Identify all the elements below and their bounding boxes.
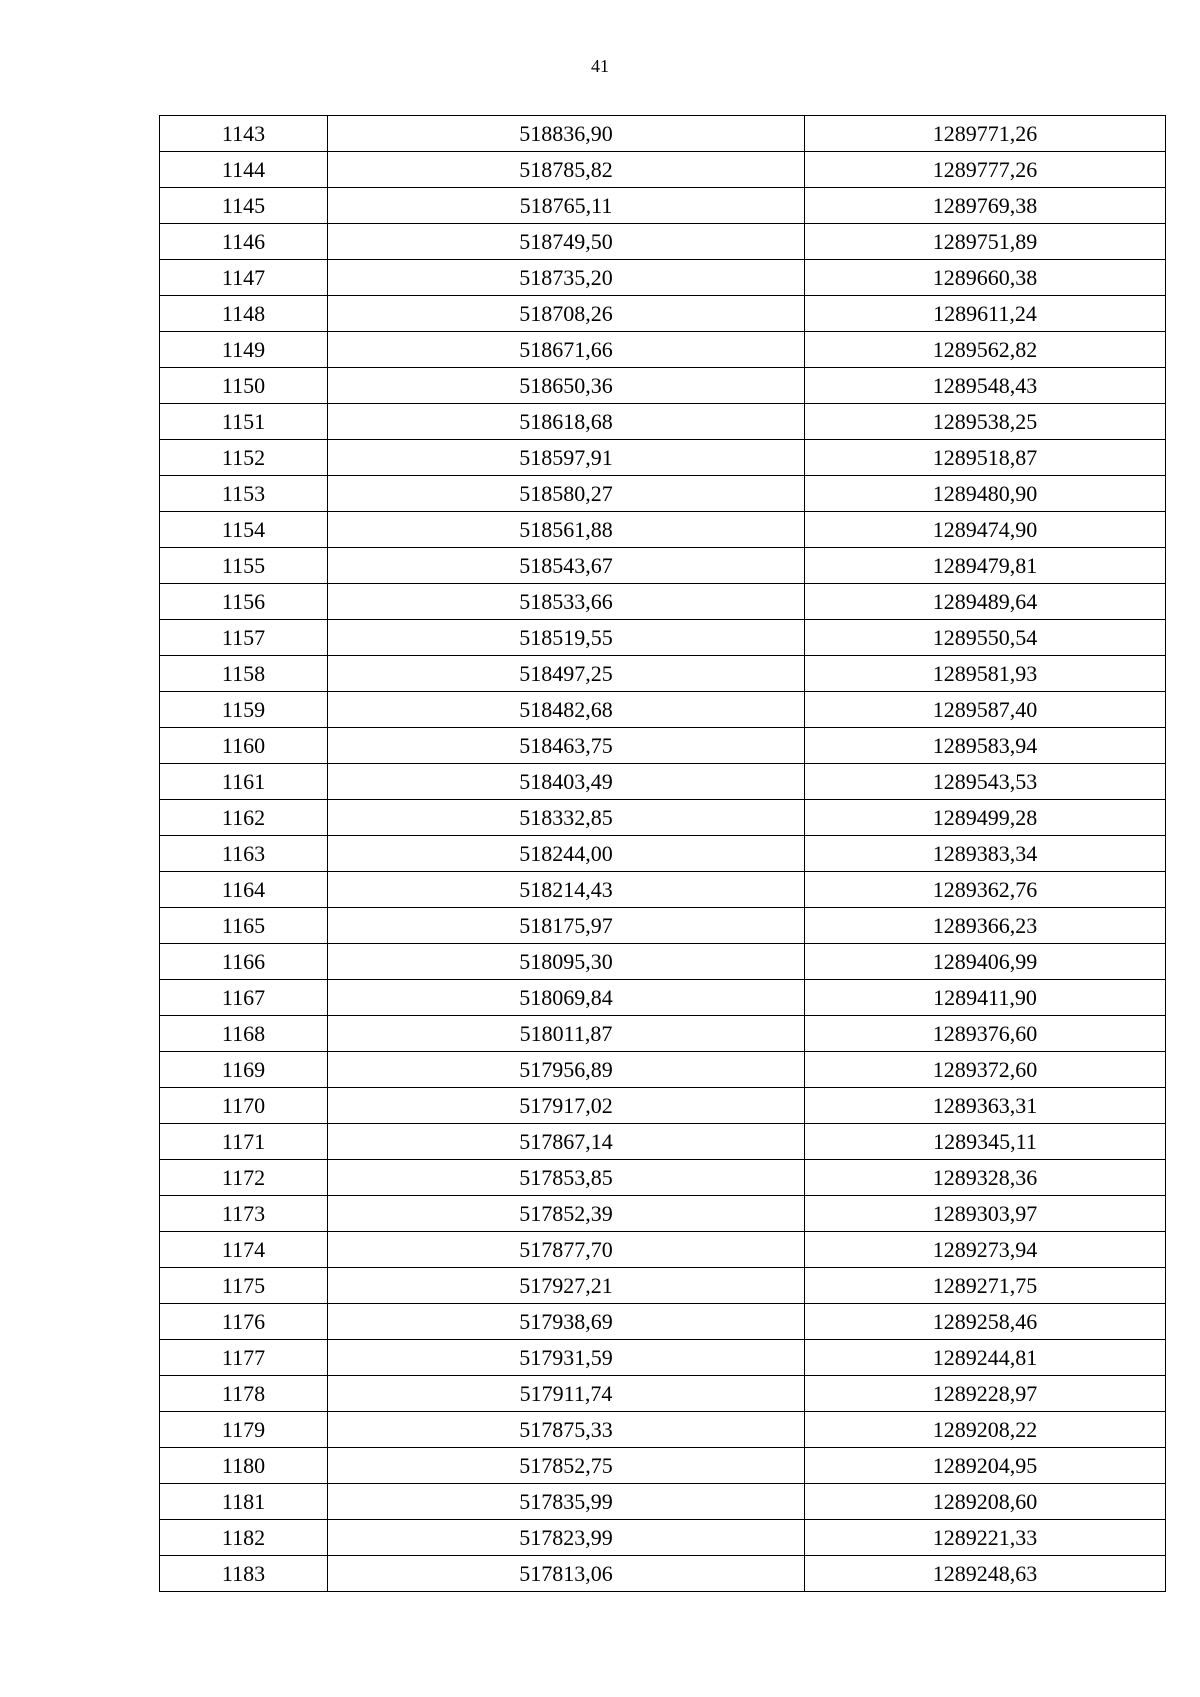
x-coordinate-cell: 518543,67 <box>328 548 805 584</box>
y-coordinate-cell: 1289771,26 <box>805 116 1166 152</box>
table-row <box>160 1520 1166 1556</box>
point-number-cell: 1162 <box>160 800 328 836</box>
point-number-cell: 1153 <box>160 476 328 512</box>
point-number-cell: 1152 <box>160 440 328 476</box>
y-coordinate-cell: 1289363,31 <box>805 1088 1166 1124</box>
table-row <box>160 368 1166 404</box>
x-coordinate-cell: 518735,20 <box>328 260 805 296</box>
x-coordinate-cell: 517875,33 <box>328 1412 805 1448</box>
table-row <box>160 512 1166 548</box>
table-row <box>160 836 1166 872</box>
table-row <box>160 116 1166 152</box>
y-coordinate-cell: 1289273,94 <box>805 1232 1166 1268</box>
y-coordinate-cell: 1289611,24 <box>805 296 1166 332</box>
table-row <box>160 440 1166 476</box>
x-coordinate-cell: 517823,99 <box>328 1520 805 1556</box>
point-number-cell: 1149 <box>160 332 328 368</box>
x-coordinate-cell: 518095,30 <box>328 944 805 980</box>
y-coordinate-cell: 1289221,33 <box>805 1520 1166 1556</box>
coordinates-table-body <box>160 116 1166 1592</box>
y-coordinate-cell: 1289362,76 <box>805 872 1166 908</box>
y-coordinate-cell: 1289518,87 <box>805 440 1166 476</box>
point-number-cell: 1177 <box>160 1340 328 1376</box>
x-coordinate-cell: 517852,75 <box>328 1448 805 1484</box>
y-coordinate-cell: 1289258,46 <box>805 1304 1166 1340</box>
x-coordinate-cell: 518618,68 <box>328 404 805 440</box>
y-coordinate-cell: 1289244,81 <box>805 1340 1166 1376</box>
x-coordinate-cell: 518765,11 <box>328 188 805 224</box>
y-coordinate-cell: 1289548,43 <box>805 368 1166 404</box>
point-number-cell: 1151 <box>160 404 328 440</box>
y-coordinate-cell: 1289583,94 <box>805 728 1166 764</box>
x-coordinate-cell: 517835,99 <box>328 1484 805 1520</box>
x-coordinate-cell: 518671,66 <box>328 332 805 368</box>
x-coordinate-cell: 517956,89 <box>328 1052 805 1088</box>
y-coordinate-cell: 1289406,99 <box>805 944 1166 980</box>
point-number-cell: 1182 <box>160 1520 328 1556</box>
point-number-cell: 1157 <box>160 620 328 656</box>
table-row <box>160 1484 1166 1520</box>
x-coordinate-cell: 518561,88 <box>328 512 805 548</box>
point-number-cell: 1174 <box>160 1232 328 1268</box>
x-coordinate-cell: 517938,69 <box>328 1304 805 1340</box>
point-number-cell: 1148 <box>160 296 328 332</box>
point-number-cell: 1168 <box>160 1016 328 1052</box>
table-row <box>160 1016 1166 1052</box>
table-row <box>160 1376 1166 1412</box>
point-number-cell: 1144 <box>160 152 328 188</box>
table-row <box>160 152 1166 188</box>
y-coordinate-cell: 1289480,90 <box>805 476 1166 512</box>
point-number-cell: 1163 <box>160 836 328 872</box>
point-number-cell: 1154 <box>160 512 328 548</box>
point-number-cell: 1159 <box>160 692 328 728</box>
table-row <box>160 404 1166 440</box>
x-coordinate-cell: 518482,68 <box>328 692 805 728</box>
y-coordinate-cell: 1289587,40 <box>805 692 1166 728</box>
page-number: 41 <box>591 56 609 76</box>
table-row <box>160 728 1166 764</box>
x-coordinate-cell: 517853,85 <box>328 1160 805 1196</box>
x-coordinate-cell: 518519,55 <box>328 620 805 656</box>
point-number-cell: 1175 <box>160 1268 328 1304</box>
x-coordinate-cell: 517813,06 <box>328 1556 805 1592</box>
point-number-cell: 1160 <box>160 728 328 764</box>
table-row <box>160 764 1166 800</box>
point-number-cell: 1145 <box>160 188 328 224</box>
y-coordinate-cell: 1289777,26 <box>805 152 1166 188</box>
y-coordinate-cell: 1289562,82 <box>805 332 1166 368</box>
table-row <box>160 224 1166 260</box>
point-number-cell: 1181 <box>160 1484 328 1520</box>
x-coordinate-cell: 518069,84 <box>328 980 805 1016</box>
point-number-cell: 1155 <box>160 548 328 584</box>
y-coordinate-cell: 1289208,22 <box>805 1412 1166 1448</box>
table-row <box>160 1052 1166 1088</box>
coordinates-table <box>159 115 1166 1592</box>
x-coordinate-cell: 517852,39 <box>328 1196 805 1232</box>
y-coordinate-cell: 1289271,75 <box>805 1268 1166 1304</box>
point-number-cell: 1143 <box>160 116 328 152</box>
y-coordinate-cell: 1289538,25 <box>805 404 1166 440</box>
table-row <box>160 872 1166 908</box>
y-coordinate-cell: 1289345,11 <box>805 1124 1166 1160</box>
table-row <box>160 656 1166 692</box>
point-number-cell: 1167 <box>160 980 328 1016</box>
x-coordinate-cell: 518244,00 <box>328 836 805 872</box>
x-coordinate-cell: 517927,21 <box>328 1268 805 1304</box>
x-coordinate-cell: 518332,85 <box>328 800 805 836</box>
point-number-cell: 1178 <box>160 1376 328 1412</box>
x-coordinate-cell: 518403,49 <box>328 764 805 800</box>
x-coordinate-cell: 518497,25 <box>328 656 805 692</box>
x-coordinate-cell: 517931,59 <box>328 1340 805 1376</box>
x-coordinate-cell: 518175,97 <box>328 908 805 944</box>
y-coordinate-cell: 1289751,89 <box>805 224 1166 260</box>
x-coordinate-cell: 517917,02 <box>328 1088 805 1124</box>
point-number-cell: 1146 <box>160 224 328 260</box>
y-coordinate-cell: 1289411,90 <box>805 980 1166 1016</box>
y-coordinate-cell: 1289550,54 <box>805 620 1166 656</box>
table-row <box>160 1304 1166 1340</box>
point-number-cell: 1180 <box>160 1448 328 1484</box>
table-row <box>160 1412 1166 1448</box>
table-row <box>160 1448 1166 1484</box>
point-number-cell: 1161 <box>160 764 328 800</box>
point-number-cell: 1166 <box>160 944 328 980</box>
y-coordinate-cell: 1289581,93 <box>805 656 1166 692</box>
table-row <box>160 1124 1166 1160</box>
y-coordinate-cell: 1289489,64 <box>805 584 1166 620</box>
x-coordinate-cell: 518650,36 <box>328 368 805 404</box>
x-coordinate-cell: 518580,27 <box>328 476 805 512</box>
y-coordinate-cell: 1289303,97 <box>805 1196 1166 1232</box>
y-coordinate-cell: 1289228,97 <box>805 1376 1166 1412</box>
y-coordinate-cell: 1289204,95 <box>805 1448 1166 1484</box>
x-coordinate-cell: 518785,82 <box>328 152 805 188</box>
x-coordinate-cell: 518749,50 <box>328 224 805 260</box>
table-row <box>160 332 1166 368</box>
y-coordinate-cell: 1289328,36 <box>805 1160 1166 1196</box>
point-number-cell: 1183 <box>160 1556 328 1592</box>
x-coordinate-cell: 518597,91 <box>328 440 805 476</box>
point-number-cell: 1179 <box>160 1412 328 1448</box>
table-row <box>160 260 1166 296</box>
point-number-cell: 1150 <box>160 368 328 404</box>
y-coordinate-cell: 1289372,60 <box>805 1052 1166 1088</box>
point-number-cell: 1172 <box>160 1160 328 1196</box>
table-row <box>160 1340 1166 1376</box>
point-number-cell: 1169 <box>160 1052 328 1088</box>
table-row <box>160 1232 1166 1268</box>
x-coordinate-cell: 518463,75 <box>328 728 805 764</box>
y-coordinate-cell: 1289366,23 <box>805 908 1166 944</box>
table-row <box>160 296 1166 332</box>
y-coordinate-cell: 1289376,60 <box>805 1016 1166 1052</box>
point-number-cell: 1170 <box>160 1088 328 1124</box>
x-coordinate-cell: 518214,43 <box>328 872 805 908</box>
table-row <box>160 944 1166 980</box>
y-coordinate-cell: 1289208,60 <box>805 1484 1166 1520</box>
point-number-cell: 1173 <box>160 1196 328 1232</box>
point-number-cell: 1165 <box>160 908 328 944</box>
x-coordinate-cell: 518708,26 <box>328 296 805 332</box>
x-coordinate-cell: 517911,74 <box>328 1376 805 1412</box>
point-number-cell: 1158 <box>160 656 328 692</box>
table-row <box>160 800 1166 836</box>
y-coordinate-cell: 1289543,53 <box>805 764 1166 800</box>
x-coordinate-cell: 517877,70 <box>328 1232 805 1268</box>
table-row <box>160 584 1166 620</box>
y-coordinate-cell: 1289769,38 <box>805 188 1166 224</box>
table-row <box>160 1196 1166 1232</box>
table-row <box>160 1268 1166 1304</box>
y-coordinate-cell: 1289479,81 <box>805 548 1166 584</box>
y-coordinate-cell: 1289660,38 <box>805 260 1166 296</box>
point-number-cell: 1171 <box>160 1124 328 1160</box>
y-coordinate-cell: 1289474,90 <box>805 512 1166 548</box>
y-coordinate-cell: 1289248,63 <box>805 1556 1166 1592</box>
y-coordinate-cell: 1289383,34 <box>805 836 1166 872</box>
x-coordinate-cell: 517867,14 <box>328 1124 805 1160</box>
table-row <box>160 980 1166 1016</box>
table-row <box>160 1160 1166 1196</box>
x-coordinate-cell: 518836,90 <box>328 116 805 152</box>
point-number-cell: 1156 <box>160 584 328 620</box>
table-row <box>160 692 1166 728</box>
table-row <box>160 908 1166 944</box>
table-row <box>160 1556 1166 1592</box>
table-row <box>160 188 1166 224</box>
x-coordinate-cell: 518011,87 <box>328 1016 805 1052</box>
point-number-cell: 1176 <box>160 1304 328 1340</box>
point-number-cell: 1147 <box>160 260 328 296</box>
point-number-cell: 1164 <box>160 872 328 908</box>
table-row <box>160 548 1166 584</box>
table-row <box>160 620 1166 656</box>
table-row <box>160 476 1166 512</box>
table-row <box>160 1088 1166 1124</box>
y-coordinate-cell: 1289499,28 <box>805 800 1166 836</box>
x-coordinate-cell: 518533,66 <box>328 584 805 620</box>
